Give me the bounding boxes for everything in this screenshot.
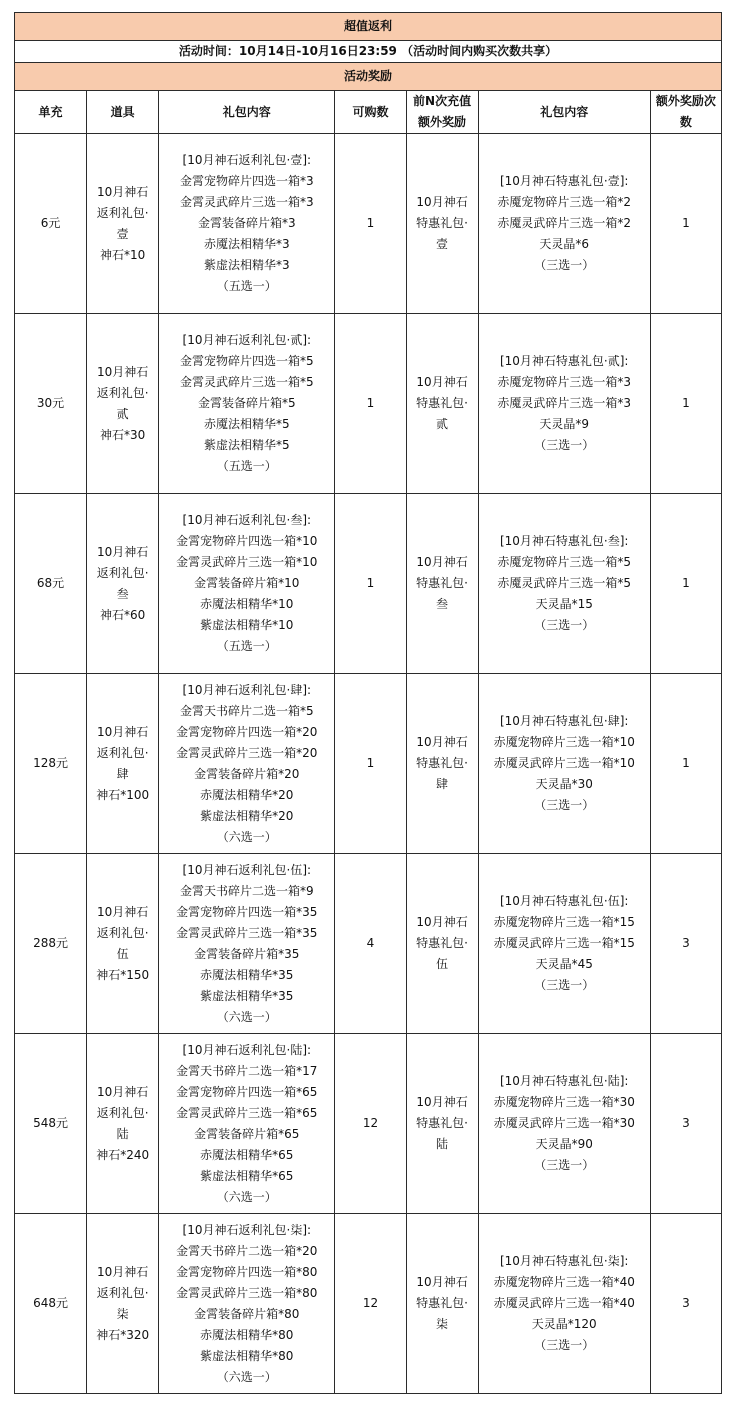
table-title: 超值返利 [15,13,722,41]
header-row [15,91,722,134]
bonus-item-cell-line: 10月神石 [416,1275,468,1289]
content-cell-line: 赤魇法相精华*3 [203,237,290,251]
activity-time-row [15,41,722,63]
content-cell-line: 金霄装备碎片箱*35 [194,946,300,961]
charge-cell: 30元 [15,314,87,494]
item-cell-line: 返利礼包· [96,385,149,400]
content-cell-line: 金霄宠物碎片四选一箱*35 [176,904,318,919]
bonus-content-cell-line: 天灵晶*6 [539,237,590,251]
table-row [15,314,722,494]
charge-cell: 648元 [15,1214,87,1394]
buy-count-cell: 12 [335,1034,406,1214]
bonus-content-cell-line: 赤魇灵武碎片三选一箱*5 [497,576,632,590]
table-row [15,1214,722,1394]
header-bonus-times [650,91,721,134]
item-cell-line: 10月神石 [97,1264,149,1279]
bonus-item-cell [406,494,478,674]
content-cell-line: [10月神石返利礼包·陆]: [182,1042,312,1057]
header-content: 礼包内容 [159,91,335,134]
item-cell-line: 神石*100 [96,787,150,802]
table-row [15,494,722,674]
item-cell-line: 伍 [116,946,129,961]
item-cell-line: 10月神石 [97,184,149,199]
bonus-times-cell: 1 [650,494,721,674]
bonus-item-cell [406,854,478,1034]
content-cell-line: [10月神石返利礼包·壹]: [182,153,312,167]
bonus-item-cell-line: 肆 [436,777,449,791]
content-cell-line: 金霄灵武碎片三选一箱*80 [176,1285,318,1300]
bonus-content-cell-line: （三选一） [534,618,595,632]
item-cell-line: 返利礼包· [96,925,149,940]
content-cell-line: 金霄灵武碎片三选一箱*3 [179,195,314,209]
bonus-content-cell-line: （三选一） [534,438,595,452]
bonus-content-cell-line: 天灵晶*15 [535,597,593,611]
bonus-content-cell-line: [10月神石特惠礼包·陆]: [499,1074,629,1088]
bonus-item-cell-line: 伍 [436,957,449,971]
item-cell-line: 10月神石 [97,724,149,739]
table-row [15,134,722,314]
rebate-table [14,12,722,1394]
content-cell [159,134,335,314]
bonus-item-cell [406,1214,478,1394]
content-cell-line: 金霄天书碎片二选一箱*17 [176,1063,318,1078]
bonus-item-cell-line: 10月神石 [416,555,468,569]
content-cell-line: （六选一） [216,1009,277,1024]
bonus-times-cell: 1 [650,674,721,854]
bonus-content-cell-line: [10月神石特惠礼包·肆]: [499,714,629,728]
bonus-content-cell-line: 天灵晶*120 [531,1317,597,1331]
content-cell-line: 金霄装备碎片箱*65 [194,1126,300,1141]
item-cell-line: 返利礼包· [96,1285,149,1300]
content-cell-line: 紫虚法相精华*65 [200,1168,294,1183]
content-cell-line: 紫虚法相精华*5 [203,438,290,452]
bonus-item-cell-line: 特惠礼包· [416,936,468,950]
content-cell-line: 赤魇法相精华*10 [200,597,294,611]
bonus-content-cell-line: 赤魇宠物碎片三选一箱*3 [497,375,632,389]
bonus-item-cell-line: 特惠礼包· [416,1116,468,1130]
bonus-content-cell [478,314,650,494]
bonus-content-cell-line: （三选一） [534,1338,595,1352]
content-cell-line: 紫虚法相精华*35 [200,988,294,1003]
item-cell-line: 神石*10 [100,247,146,262]
content-cell [159,674,335,854]
bonus-item-cell-line: 陆 [436,1137,449,1151]
bonus-content-cell-line: 赤魇灵武碎片三选一箱*10 [493,756,635,770]
header-bonus-item-line: 前N次充值 [413,94,472,108]
item-cell-line: 10月神石 [97,904,149,919]
content-cell-line: 金霄灵武碎片三选一箱*20 [176,745,318,760]
buy-count-cell: 4 [335,854,406,1034]
content-cell-line: 金霄灵武碎片三选一箱*10 [176,555,318,569]
content-cell [159,1214,335,1394]
charge-cell: 288元 [15,854,87,1034]
bonus-content-cell-line: 天灵晶*90 [535,1137,593,1151]
bonus-content-cell-line: 天灵晶*9 [539,417,590,431]
content-cell-line: 金霄灵武碎片三选一箱*65 [176,1105,318,1120]
item-cell [87,1214,159,1394]
bonus-item-cell-line: 10月神石 [416,1095,468,1109]
bonus-content-cell-line: 赤魇宠物碎片三选一箱*10 [493,735,635,749]
bonus-content-cell-line: 赤魇宠物碎片三选一箱*5 [497,555,632,569]
bonus-content-cell-line: [10月神石特惠礼包·贰]: [499,354,629,368]
bonus-content-cell [478,674,650,854]
bonus-times-cell: 3 [650,1214,721,1394]
content-cell-line: （五选一） [216,279,277,293]
content-cell-line: 金霄灵武碎片三选一箱*5 [179,375,314,389]
section-title: 活动奖励 [15,63,722,91]
bonus-content-cell [478,134,650,314]
bonus-item-cell [406,674,478,854]
bonus-item-cell [406,314,478,494]
header-buy-count: 可购数 [335,91,406,134]
bonus-item-cell-line: 特惠礼包· [416,756,468,770]
bonus-content-cell-line: 赤魇宠物碎片三选一箱*40 [493,1275,635,1289]
bonus-content-cell [478,1034,650,1214]
item-cell-line: 返利礼包· [96,565,149,580]
item-cell-line: 返利礼包· [96,745,149,760]
bonus-item-cell-line: 柒 [436,1317,449,1331]
content-cell-line: 金霄宠物碎片四选一箱*80 [176,1264,318,1279]
content-cell-line: 金霄天书碎片二选一箱*20 [176,1243,318,1258]
bonus-item-cell-line: 特惠礼包· [416,1296,468,1310]
content-cell-line: [10月神石返利礼包·贰]: [182,333,312,347]
buy-count-cell: 12 [335,1214,406,1394]
bonus-times-cell: 1 [650,134,721,314]
content-cell-line: （五选一） [216,639,277,653]
table-body [15,13,722,1394]
bonus-item-cell-line: 壹 [436,237,449,251]
header-bonus-content: 礼包内容 [478,91,650,134]
content-cell-line: 金霄宠物碎片四选一箱*10 [176,534,318,548]
item-cell-line: 10月神石 [97,544,149,559]
content-cell-line: 金霄宠物碎片四选一箱*5 [179,354,314,368]
header-item: 道具 [87,91,159,134]
header-bonus-times-line: 额外奖励次 [655,94,716,108]
header-bonus-item-line: 额外奖励 [418,115,467,129]
content-cell [159,314,335,494]
item-cell [87,134,159,314]
item-cell-line: 返利礼包· [96,205,149,220]
content-cell-line: [10月神石返利礼包·伍]: [182,862,312,877]
bonus-content-cell-line: （三选一） [534,258,595,272]
content-cell-line: 金霄装备碎片箱*10 [194,576,300,590]
content-cell-line: 赤魇法相精华*20 [200,787,294,802]
bonus-item-cell [406,1034,478,1214]
content-cell [159,1034,335,1214]
item-cell [87,314,159,494]
bonus-content-cell-line: 赤魇灵武碎片三选一箱*3 [497,396,632,410]
header-charge: 单充 [15,91,87,134]
bonus-content-cell-line: 赤魇宠物碎片三选一箱*2 [497,195,632,209]
item-cell-line: 神石*320 [96,1327,150,1342]
bonus-item-cell-line: 10月神石 [416,915,468,929]
content-cell-line: 赤魇法相精华*35 [200,967,294,982]
content-cell-line: （五选一） [216,459,277,473]
item-cell [87,1034,159,1214]
item-cell-line: 神石*60 [100,607,146,622]
charge-cell: 548元 [15,1034,87,1214]
item-cell-line: 神石*240 [96,1147,150,1162]
bonus-item-cell [406,134,478,314]
bonus-times-cell: 3 [650,854,721,1034]
content-cell-line: （六选一） [216,1369,277,1384]
buy-count-cell: 1 [335,674,406,854]
bonus-content-cell-line: [10月神石特惠礼包·柒]: [499,1254,629,1268]
item-cell-line: 返利礼包· [96,1105,149,1120]
item-cell-line: 肆 [116,766,129,781]
content-cell-line: 金霄灵武碎片三选一箱*35 [176,925,318,940]
content-cell-line: [10月神石返利礼包·肆]: [182,682,312,697]
content-cell-line: 紫虚法相精华*10 [200,618,294,632]
bonus-item-cell-line: 贰 [436,417,449,431]
bonus-content-cell [478,1214,650,1394]
bonus-item-cell-line: 10月神石 [416,195,468,209]
content-cell-line: 金霄装备碎片箱*5 [197,396,296,410]
activity-time: 活动时间：10月14日-10月16日23:59 （活动时间内购买次数共享） [15,41,722,63]
header-bonus-times-line: 数 [679,115,692,129]
content-cell-line: 金霄天书碎片二选一箱*5 [179,703,314,718]
bonus-content-cell-line: [10月神石特惠礼包·伍]: [499,894,629,908]
charge-cell: 68元 [15,494,87,674]
buy-count-cell: 1 [335,314,406,494]
bonus-content-cell-line: （三选一） [534,978,595,992]
content-cell-line: 金霄天书碎片二选一箱*9 [179,883,314,898]
bonus-content-cell-line: [10月神石特惠礼包·叁]: [499,534,629,548]
bonus-item-cell-line: 特惠礼包· [416,396,468,410]
content-cell [159,854,335,1034]
bonus-content-cell-line: （三选一） [534,1158,595,1172]
item-cell [87,854,159,1034]
content-cell-line: 金霄宠物碎片四选一箱*65 [176,1084,318,1099]
charge-cell: 128元 [15,674,87,854]
charge-cell: 6元 [15,134,87,314]
content-cell-line: 金霄装备碎片箱*20 [194,766,300,781]
item-cell-line: 10月神石 [97,1084,149,1099]
item-cell-line: 叁 [116,586,129,601]
bonus-content-cell-line: 赤魇宠物碎片三选一箱*15 [493,915,635,929]
bonus-content-cell-line: 赤魇灵武碎片三选一箱*15 [493,936,635,950]
item-cell-line: 陆 [116,1126,129,1141]
title-row [15,13,722,41]
item-cell-line: 柒 [116,1306,129,1321]
content-cell-line: 紫虚法相精华*80 [200,1348,294,1363]
item-cell-line: 神石*150 [96,967,150,982]
content-cell-line: 赤魇法相精华*80 [200,1327,294,1342]
content-cell-line: 紫虚法相精华*3 [203,258,290,272]
bonus-content-cell-line: 天灵晶*45 [535,957,593,971]
bonus-content-cell-line: 赤魇宠物碎片三选一箱*30 [493,1095,635,1109]
content-cell-line: 金霄宠物碎片四选一箱*3 [179,174,314,188]
bonus-times-cell: 3 [650,1034,721,1214]
item-cell-line: 10月神石 [97,364,149,379]
table-row [15,674,722,854]
bonus-content-cell [478,494,650,674]
content-cell-line: [10月神石返利礼包·柒]: [182,1222,312,1237]
buy-count-cell: 1 [335,134,406,314]
bonus-content-cell-line: 天灵晶*30 [535,777,593,791]
bonus-item-cell-line: 特惠礼包· [416,216,468,230]
content-cell [159,494,335,674]
section-row [15,63,722,91]
content-cell-line: 紫虚法相精华*20 [200,808,294,823]
content-cell-line: 金霄宠物碎片四选一箱*20 [176,724,318,739]
header-bonus-item [406,91,478,134]
item-cell-line: 贰 [116,406,129,421]
content-cell-line: （六选一） [216,1189,277,1204]
bonus-content-cell-line: （三选一） [534,798,595,812]
bonus-content-cell-line: 赤魇灵武碎片三选一箱*40 [493,1296,635,1310]
bonus-content-cell [478,854,650,1034]
content-cell-line: 赤魇法相精华*65 [200,1147,294,1162]
item-cell [87,494,159,674]
bonus-item-cell-line: 10月神石 [416,375,468,389]
content-cell-line: 金霄装备碎片箱*3 [197,216,296,230]
bonus-times-cell: 1 [650,314,721,494]
item-cell [87,674,159,854]
bonus-content-cell-line: 赤魇灵武碎片三选一箱*2 [497,216,632,230]
content-cell-line: 金霄装备碎片箱*80 [194,1306,300,1321]
item-cell-line: 神石*30 [100,427,146,442]
content-cell-line: 赤魇法相精华*5 [203,417,290,431]
buy-count-cell: 1 [335,494,406,674]
table-row [15,854,722,1034]
bonus-item-cell-line: 10月神石 [416,735,468,749]
content-cell-line: （六选一） [216,829,277,844]
content-cell-line: [10月神石返利礼包·叁]: [182,513,312,527]
bonus-content-cell-line: 赤魇灵武碎片三选一箱*30 [493,1116,635,1130]
bonus-item-cell-line: 特惠礼包· [416,576,468,590]
bonus-content-cell-line: [10月神石特惠礼包·壹]: [499,174,629,188]
item-cell-line: 壹 [116,226,129,241]
bonus-item-cell-line: 叁 [436,597,449,611]
table-row [15,1034,722,1214]
